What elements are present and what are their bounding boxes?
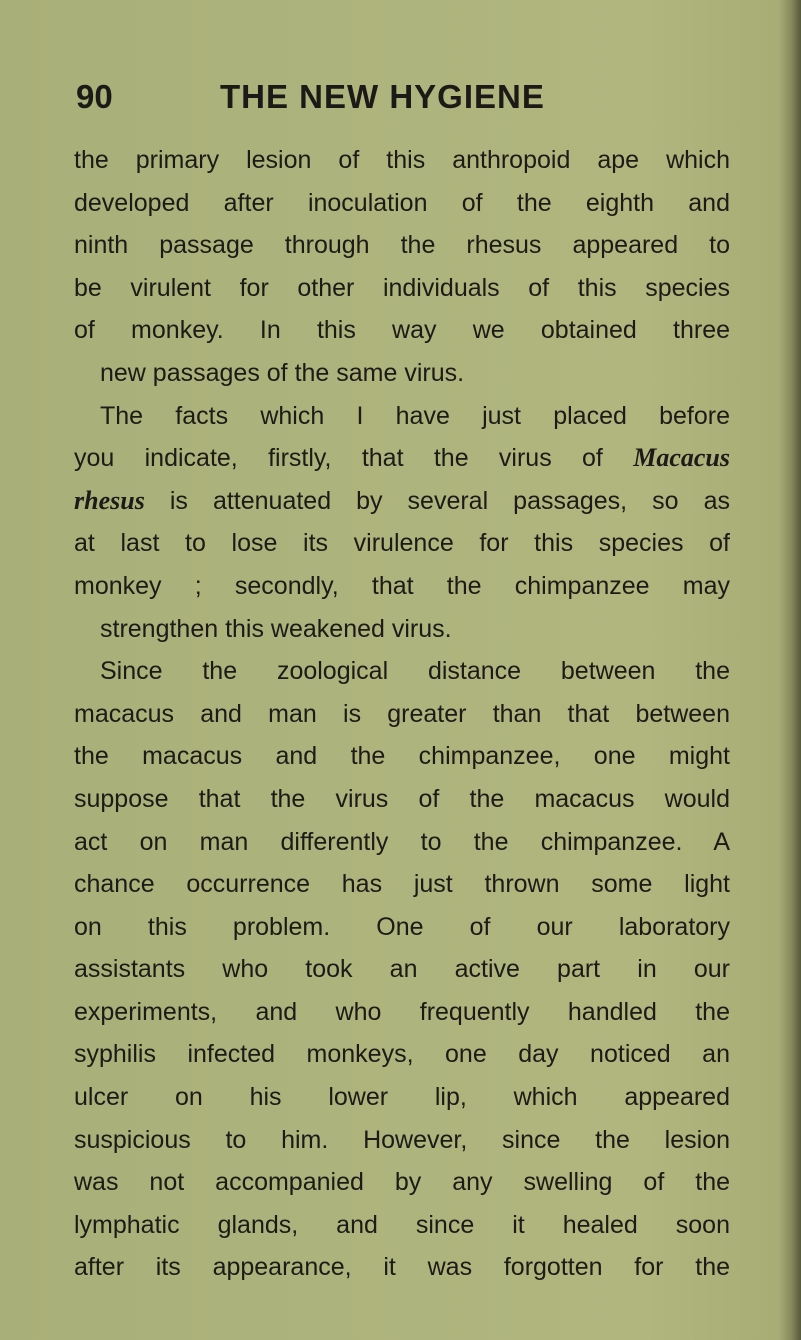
text-line: The facts which I have just placed before [100, 401, 730, 430]
text-line: syphilis infected monkeys, one day noticed an [74, 1040, 730, 1069]
text-line: the primary lesion of this anthropoid ape which [74, 146, 730, 174]
text-line: act on man differently to the chimpanzee. A [74, 827, 730, 856]
running-head: THE NEW HYGIENE [220, 78, 545, 115]
italic-term: rhesus [74, 485, 145, 515]
text-line: assistants who took an active part in our [74, 955, 730, 984]
text-line: strengthen this weakened virus. [100, 614, 452, 643]
text-line: monkey ; secondly, that the chimpanzee may [74, 571, 730, 600]
page-edge-shadow [779, 0, 801, 1340]
text-line: Since the zoological distance between the [100, 657, 730, 686]
text-line: the macacus and the chimpanzee, one might [74, 742, 730, 771]
text-line [74, 437, 730, 480]
page-header [0, 78, 801, 128]
text-line: be virulent for other individuals of this species [74, 273, 730, 302]
text-line: was not accompanied by any swelling of the [74, 1168, 730, 1197]
text-line [74, 480, 730, 523]
text-line: developed after inoculation of the eighth and [74, 188, 730, 217]
body-text [74, 139, 730, 1289]
italic-term: Macacus [633, 443, 730, 473]
text-line: suppose that the virus of the macacus would [74, 784, 730, 813]
text-line: on this problem. One of our laboratory [74, 912, 730, 941]
text-line: new passages of the same virus. [100, 358, 465, 387]
text-line: suspicious to him. However, since the lesion [74, 1125, 730, 1154]
text-line: ulcer on his lower lip, which appeared [74, 1083, 730, 1112]
text-line: of monkey. In this way we obtained three [74, 316, 730, 345]
text-line: after its appearance, it was forgotten for the [74, 1253, 730, 1282]
page-number: 90 [76, 78, 113, 115]
text-line: macacus and man is greater than that between [74, 699, 730, 728]
text-line: at last to lose its virulence for this species of [74, 529, 730, 558]
text-line: experiments, and who frequently handled the [74, 997, 730, 1026]
text-fragment: you indicate, firstly, that the virus of [74, 444, 603, 473]
text-line: chance occurrence has just thrown some light [74, 870, 730, 899]
text-line: ninth passage through the rhesus appeared to [74, 231, 730, 260]
text-line: lymphatic glands, and since it healed soon [74, 1210, 730, 1239]
text-fragment: is attenuated by several passages, so as [169, 486, 730, 515]
